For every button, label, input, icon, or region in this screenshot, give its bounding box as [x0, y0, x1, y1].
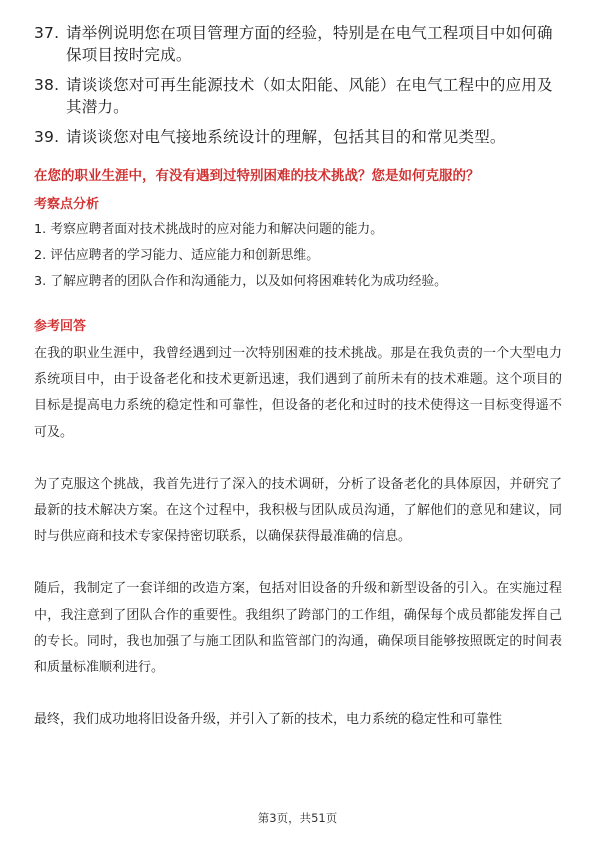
- analysis-points: [34, 218, 564, 296]
- question-number: 39.: [34, 128, 60, 146]
- answer-heading: 参考回答: [34, 319, 87, 334]
- page-footer: 第3页，共51页: [257, 811, 338, 825]
- answer-body: [34, 341, 562, 733]
- question-item: [34, 22, 564, 66]
- analysis-point: 2. 评估应聘者的学习能力、适应能力和创新思维。: [34, 248, 320, 263]
- answer-paragraph: 最终，我们成功地将旧设备升级，并引入了新的技术，电力系统的稳定性和可靠性: [34, 712, 503, 728]
- question-number: 38.: [34, 76, 60, 94]
- answer-paragraph: 随后，我制定了一套详细的改造方案，包括对旧设备的升级和新型设备的引入。在实施过程中，我注意到了团队合作的重要性。我组织了跨部门的工作组，确保每个成员都能发挥自己的专长。同时，我也加强了与施工团队和监管部门的沟通，确保项目能够按照既定的时间表和质量标准顺利进行。: [34, 581, 562, 676]
- question-number: 37.: [34, 24, 60, 42]
- highlighted-question: 在您的职业生涯中，有没有遇到过特别困难的技术挑战？您是如何克服的？: [34, 168, 480, 184]
- question-text: 请举例说明您在项目管理方面的经验，特别是在电气工程项目中如何确保项目按时完成。: [66, 24, 553, 64]
- analysis-heading: 考察点分析: [34, 197, 100, 212]
- question-text: 请谈谈您对可再生能源技术（如太阳能、风能）在电气工程中的应用及其潜力。: [66, 76, 553, 116]
- analysis-point: 3. 了解应聘者的团队合作和沟通能力，以及如何将困难转化为成功经验。: [34, 274, 447, 289]
- analysis-point: 1. 考察应聘者面对技术挑战时的应对能力和解决问题的能力。: [34, 222, 383, 237]
- question-list: [34, 22, 564, 156]
- question-text: 请谈谈您对电气接地系统设计的理解，包括其目的和常见类型。: [66, 128, 506, 146]
- answer-paragraph: 为了克服这个挑战，我首先进行了深入的技术调研，分析了设备老化的具体原因，并研究了最新的技术解决方案。在这个过程中，我积极与团队成员沟通，了解他们的意见和建议，同时与供应商和技术专家保持密切联系，以确保获得最准确的信息。: [34, 476, 562, 545]
- question-item: [34, 126, 564, 148]
- question-item: [34, 74, 564, 118]
- answer-paragraph: 在我的职业生涯中，我曾经遇到过一次特别困难的技术挑战。那是在我负责的一个大型电力系统项目中，由于设备老化和技术更新迅速，我们遇到了前所未有的技术难题。这个项目的目标是提高电力系统的稳定性和可靠性，但设备的老化和过时的技术使得这一目标变得遥不可及。: [34, 346, 562, 440]
